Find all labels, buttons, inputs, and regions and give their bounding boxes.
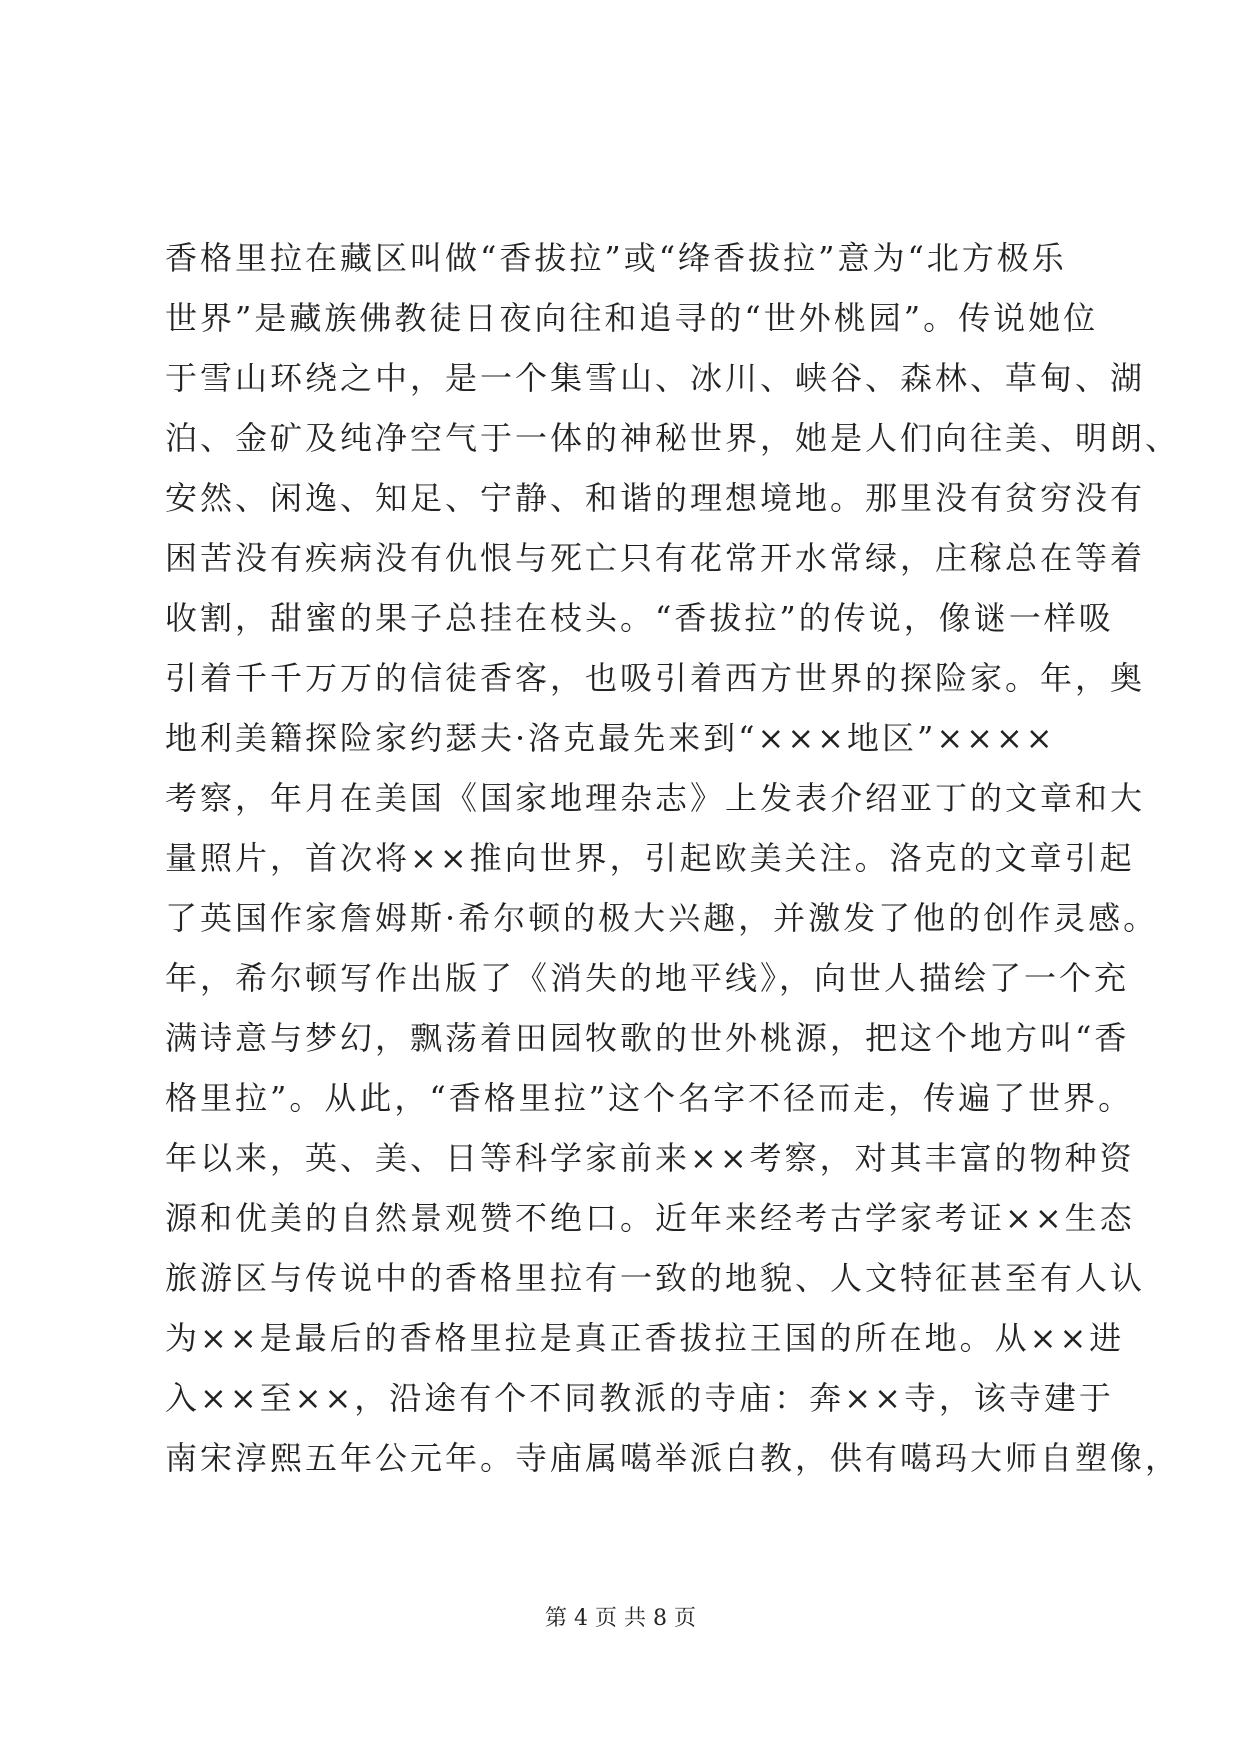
- text-line: 考察，年月在美国《国家地理杂志》上发表介绍亚丁的文章和大: [165, 779, 1146, 817]
- text-line: 南宋淳熙五年公元年。寺庙属噶举派白教，供有噶玛大师自塑像，: [165, 1439, 1181, 1477]
- text-line: 年以来，英、美、日等科学家前来××考察，对其丰富的物种资: [165, 1139, 1135, 1177]
- text-line: 源和优美的自然景观赞不绝口。近年来经考古学家考证××生态: [165, 1199, 1135, 1237]
- text-line: 地利美籍探险家约瑟夫·洛克最先来到“×××地区”××××: [165, 719, 1056, 757]
- body-text: [165, 228, 1181, 1488]
- text-line: 格里拉”。从此，“香格里拉”这个名字不径而走，传遍了世界。: [165, 1079, 1134, 1117]
- page-number: 第 4 页 共 8 页: [545, 1606, 696, 1631]
- text-line: 困苦没有疾病没有仇恨与死亡只有花常开水常绿，庄稼总在等着: [165, 539, 1146, 577]
- text-line: 为××是最后的香格里拉是真正香拔拉王国的所在地。从××进: [165, 1319, 1125, 1357]
- text-line: 满诗意与梦幻，飘荡着田园牧歌的世外桃源，把这个地方叫“香: [165, 1019, 1130, 1057]
- text-line: 于雪山环绕之中，是一个集雪山、冰川、峡谷、森林、草甸、湖: [165, 359, 1146, 397]
- page-footer: [0, 1604, 1241, 1634]
- text-line: 了英国作家詹姆斯·希尔顿的极大兴趣，并激发了他的创作灵感。: [165, 899, 1159, 937]
- text-line: 泊、金矿及纯净空气于一体的神秘世界，她是人们向往美、明朗、: [165, 419, 1181, 457]
- text-line: 安然、闲逸、知足、宁静、和谐的理想境地。那里没有贫穷没有: [165, 479, 1146, 517]
- text-line: 收割，甜蜜的果子总挂在枝头。“香拔拉”的传说，像谜一样吸: [165, 599, 1114, 637]
- text-line: 年，希尔顿写作出版了《消失的地平线》，向世人描绘了一个充: [165, 959, 1130, 997]
- text-line: 旅游区与传说中的香格里拉有一致的地貌、人文特征甚至有人认: [165, 1259, 1146, 1297]
- text-line: 量照片，首次将××推向世界，引起欧美关注。洛克的文章引起: [165, 839, 1135, 877]
- text-line: 世界”是藏族佛教徒日夜向往和追寻的“世外桃园”。传说她位: [165, 299, 1099, 337]
- text-line: 入××至××，沿途有个不同教派的寺庙：奔××寺，该寺建于: [165, 1379, 1114, 1417]
- text-line: 香格里拉在藏区叫做“香拔拉”或“绛香拔拉”意为“北方极乐: [165, 239, 1067, 277]
- text-line: 引着千千万万的信徒香客，也吸引着西方世界的探险家。年，奥: [165, 659, 1146, 697]
